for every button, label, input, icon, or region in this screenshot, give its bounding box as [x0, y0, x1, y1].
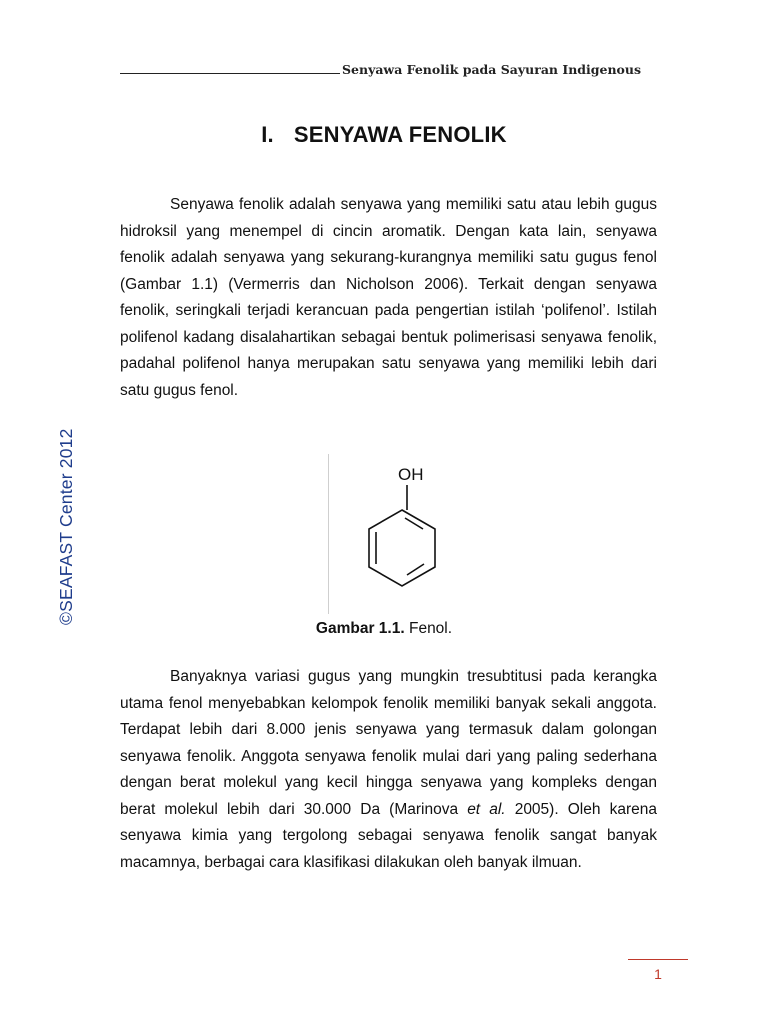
paragraph-1: [120, 192, 657, 404]
running-title: Senyawa Fenolik pada Sayuran Indigenous: [342, 62, 642, 77]
paragraph-2: [120, 664, 657, 876]
paragraph-2-text-b: 2005). Oleh karena senyawa kimia yang tergolong sebagai senyawa fenolik sangat banyak macamnya, berbagai cara klasifikasi dilakukan oleh banyak ilmuan.: [120, 800, 657, 871]
running-header: [120, 62, 656, 77]
hydroxyl-label: OH: [398, 465, 424, 484]
chapter-title-text: SENYAWA FENOLIK: [293, 122, 507, 147]
header-rule: [120, 63, 340, 74]
caption-text: Fenol.: [404, 620, 453, 637]
caption-label: Gambar 1.1.: [315, 620, 405, 637]
phenol-structure: [328, 454, 440, 614]
copyright-watermark: ©SEAFAST Center 2012: [56, 428, 76, 625]
figure-border-line: [328, 454, 329, 614]
chapter-number: I.: [261, 122, 274, 147]
paragraph-2-italic: et al.: [467, 800, 506, 818]
paragraph-1-text: Senyawa fenolik adalah senyawa yang memiliki satu atau lebih gugus hidroksil yang menempel di cincin aromatik. Dengan kata lain, senyawa fenolik adalah senyawa yang sekurang-kurangnya memiliki satu gugus fenol (Gambar 1.1) (Vermerris dan Nicholson 2006). Terkait dengan senyawa fenolik, seringkali terjadi kerancuan pada pengertian istilah ‘polifenol’. Istilah polifenol kadang disalahartikan sebagai bentuk polimerisasi senyawa fenolik, padahal polifenol hanya merupakan satu senyawa yang memiliki lebih dari satu gugus fenol.: [120, 196, 657, 399]
figure-caption: [0, 620, 768, 638]
chapter-title: [0, 122, 768, 148]
paragraph-2-text-a: Banyaknya variasi gugus yang mungkin tresubtitusi pada kerangka utama fenol menyebabkan kelompok fenolik memiliki banyak sekali anggota. Terdapat lebih dari 8.000 jenis senyawa yang termasuk dalam golongan senyawa fenolik. Anggota senyawa fenolik mulai dari yang paling sederhana dengan berat molekul yang kecil hingga senyawa yang kompleks dengan berat molekul lebih dari 30.000 Da (Marinova: [120, 668, 657, 818]
page-number: 1: [654, 966, 662, 982]
footer-rule: [628, 959, 688, 960]
phenol-figure: [328, 454, 440, 614]
